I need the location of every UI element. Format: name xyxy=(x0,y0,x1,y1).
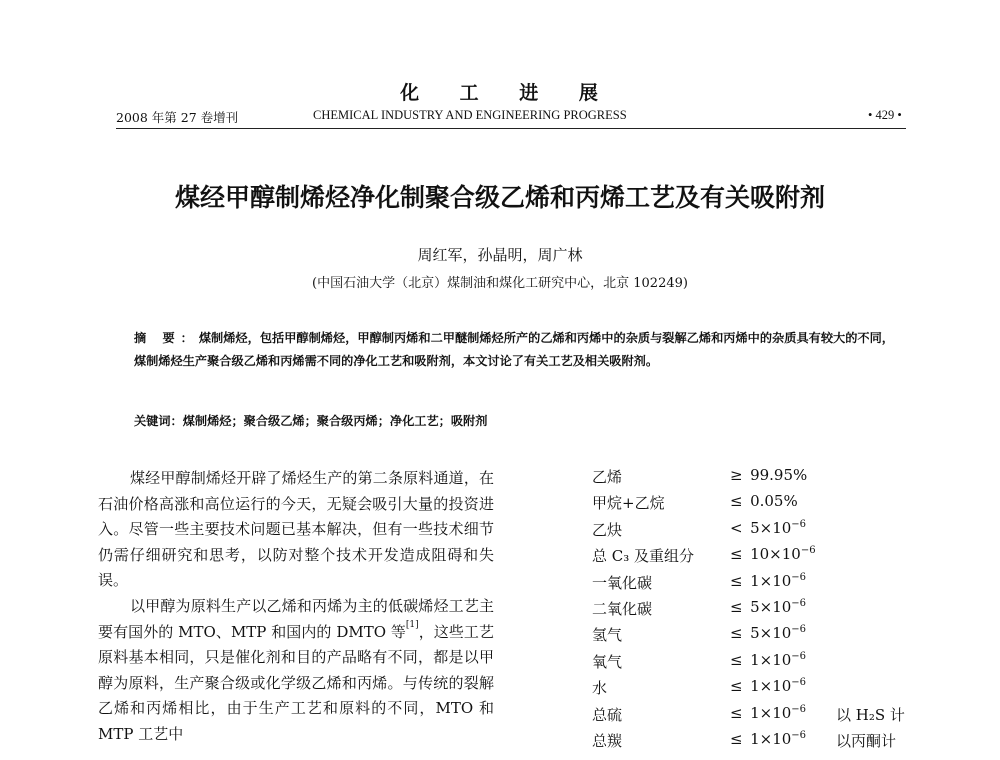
spec-note: 以 H₂S 计 xyxy=(836,705,905,724)
spec-operator: ≤ xyxy=(730,571,743,590)
body-paragraph-1: 煤经甲醇制烯烃开辟了烯烃生产的第二条原料通道，在石油价格高涨和高位运行的今天，无疑会吸引大量的投资进入。尽管一些主要技术问题已基本解决，但有一些技术细节仍需仔细研究和思考，以防对整个技术开发造成阻碍和失误。 xyxy=(98,469,494,590)
spec-name: 二氧化碳 xyxy=(592,600,653,618)
reference-marker: [1] xyxy=(405,619,419,630)
spec-name: 水 xyxy=(592,679,608,698)
spec-operator: ≤ xyxy=(730,598,743,616)
issue-label: 2008 年第 27 卷增刊 xyxy=(116,110,239,125)
spec-value xyxy=(730,519,806,537)
spec-name: 乙烯 xyxy=(592,468,623,486)
spec-value xyxy=(730,704,806,722)
spec-number: 1×10 xyxy=(750,650,792,669)
spec-name: 总羰 xyxy=(592,732,623,750)
spec-value xyxy=(730,466,807,484)
spec-operator: < xyxy=(730,518,743,537)
journal-title-cn: 化 工 进 展 xyxy=(400,82,600,104)
spec-name: 甲烷+乙烷 xyxy=(592,494,665,513)
spec-number: 1×10 xyxy=(750,730,792,748)
spec-number: 0.05% xyxy=(750,492,798,511)
spec-row xyxy=(592,598,932,624)
abstract-text: 煤制烯烃，包括甲醇制烯烃，甲醇制丙烯和二甲醚制烯烃所产的乙烯和丙烯中的杂质与裂解乙烯和丙烯中的杂质具有较大的不同，煤制烯烃生产聚合级乙烯和丙烯需不同的净化工艺和吸附剂，本文讨论了有关工艺及相关吸附剂。 xyxy=(134,331,894,368)
keywords xyxy=(134,412,894,429)
keywords-text: 煤制烯烃；聚合级乙烯；聚合级丙烯；净化工艺；吸附剂 xyxy=(182,414,488,428)
spec-row xyxy=(592,492,932,518)
spec-number: 1×10 xyxy=(750,703,792,722)
spec-name: 乙炔 xyxy=(592,520,623,539)
spec-row xyxy=(592,545,932,571)
spec-value xyxy=(730,545,816,563)
journal-title-en: CHEMICAL INDUSTRY AND ENGINEERING PROGRESS xyxy=(313,108,627,122)
spec-exponent: −6 xyxy=(791,624,807,636)
keywords-label: 关键词： xyxy=(134,414,183,428)
spec-name: 总硫 xyxy=(592,705,623,724)
spec-exponent: −6 xyxy=(791,677,807,689)
spec-name: 氢气 xyxy=(592,626,623,645)
spec-row xyxy=(592,572,932,598)
spec-row xyxy=(592,519,932,545)
spec-number: 5×10 xyxy=(750,624,792,643)
spec-value xyxy=(730,651,806,669)
spec-exponent: −6 xyxy=(791,598,807,609)
article-title: 煤经甲醇制烯烃净化制聚合级乙烯和丙烯工艺及有关吸附剂 xyxy=(174,183,825,212)
spec-name: 氧气 xyxy=(592,652,623,671)
spec-note: 以丙酮计 xyxy=(836,732,897,750)
spec-value xyxy=(730,730,806,748)
spec-row xyxy=(592,466,932,492)
spec-number: 10×10 xyxy=(750,545,801,564)
spec-exponent: −6 xyxy=(791,650,807,662)
spec-number: 5×10 xyxy=(750,518,792,537)
spec-operator: ≤ xyxy=(730,624,743,643)
abstract xyxy=(134,327,894,373)
body-column xyxy=(98,466,494,748)
spec-operator: ≤ xyxy=(730,703,743,722)
spec-value xyxy=(730,492,798,510)
spec-row xyxy=(592,651,932,677)
body-paragraph-2a: 以甲醇为原料生产以乙烯和丙烯为主的低碳烯烃工艺主要有国外的 MTO、MTP 和国内的 DMTO 等 xyxy=(98,596,494,641)
spec-value xyxy=(730,572,806,590)
body-paragraph-2 xyxy=(98,594,494,748)
authors: 周红军，孙晶明，周广林 xyxy=(417,246,583,264)
spec-row xyxy=(592,624,932,650)
spec-row xyxy=(592,704,932,730)
header-rule xyxy=(116,128,906,129)
spec-row xyxy=(592,730,932,756)
body-paragraph-2b: ，这些工艺原料基本相同，只是催化剂和目的产品略有不同，都是以甲醇为原料，生产聚合级或化学级乙烯和丙烯。与传统的裂解乙烯和丙烯相比，由于生产工艺和原料的不同，MTO 和 MTP 工艺中 xyxy=(98,622,494,743)
spec-exponent: −6 xyxy=(791,571,807,583)
spec-name: 一氧化碳 xyxy=(592,573,653,592)
spec-name: 总 C₃ 及重组分 xyxy=(592,547,695,566)
spec-exponent: −6 xyxy=(791,518,807,530)
spec-exponent: −6 xyxy=(791,730,807,741)
spec-number: 1×10 xyxy=(750,571,792,590)
spec-operator: ≥ xyxy=(730,466,743,484)
spec-operator: ≤ xyxy=(730,677,743,696)
spec-number: 99.95% xyxy=(750,466,808,484)
spec-number: 5×10 xyxy=(750,598,792,616)
spec-value xyxy=(730,677,806,695)
spec-operator: ≤ xyxy=(730,650,743,669)
spec-operator: ≤ xyxy=(730,492,743,511)
page-number: • 429 • xyxy=(868,108,902,122)
spec-value xyxy=(730,598,806,616)
abstract-label: 摘 要： xyxy=(134,331,199,345)
spec-row xyxy=(592,677,932,703)
spec-exponent: −6 xyxy=(800,545,816,557)
spec-number: 1×10 xyxy=(750,677,792,696)
spec-value xyxy=(730,624,806,642)
affiliation: (中国石油大学（北京）煤制油和煤化工研究中心，北京 102249) xyxy=(312,276,688,291)
spec-exponent: −6 xyxy=(791,703,807,715)
spec-operator: ≤ xyxy=(730,730,743,748)
spec-operator: ≤ xyxy=(730,545,743,564)
